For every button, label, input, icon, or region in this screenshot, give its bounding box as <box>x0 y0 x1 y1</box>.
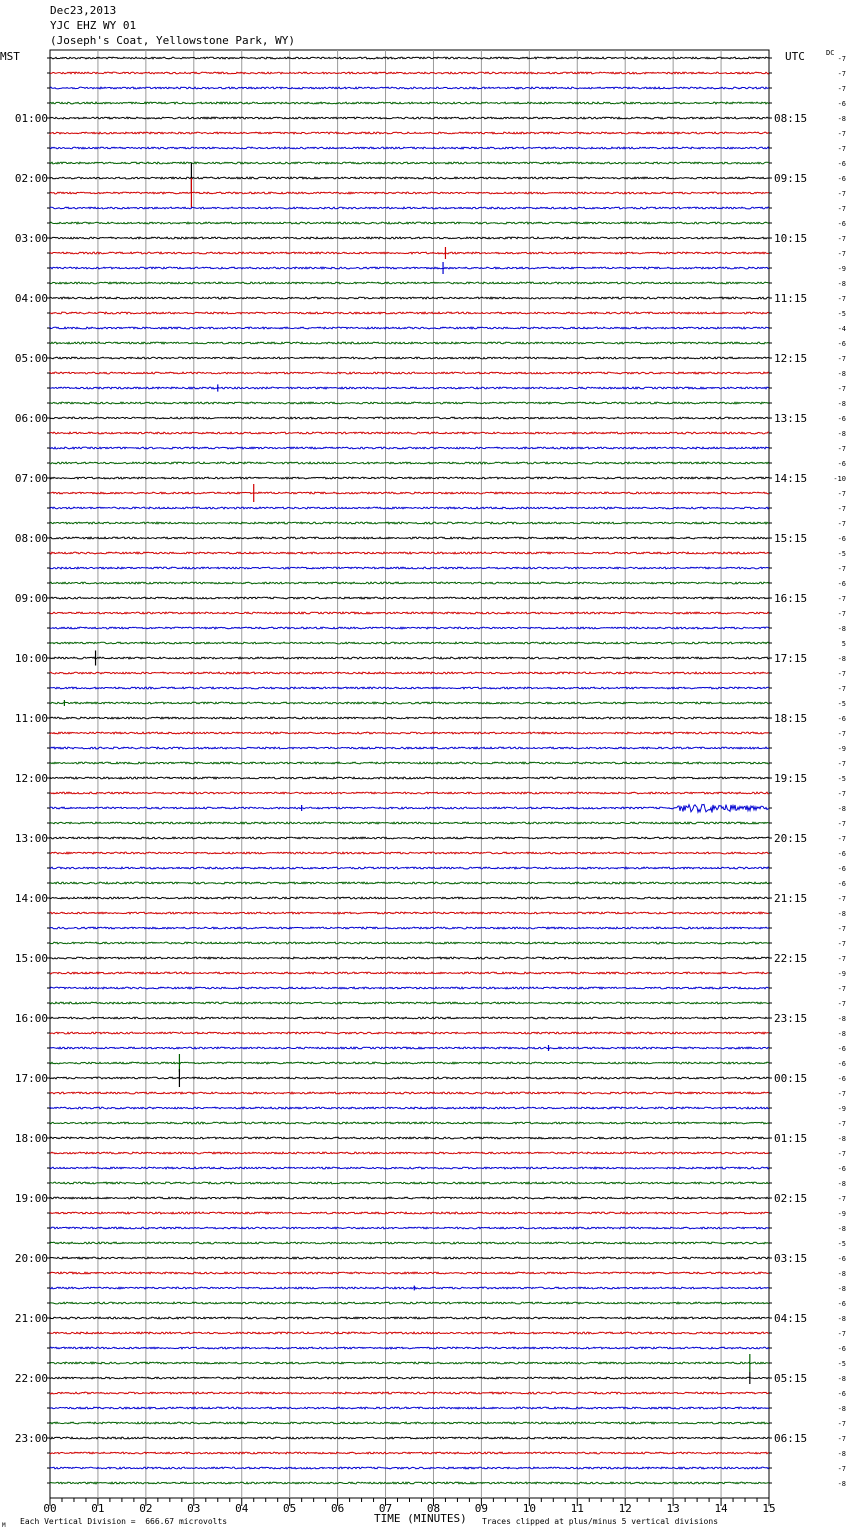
trace-41 <box>50 672 769 674</box>
trace-6 <box>50 147 769 149</box>
left-hour-label: 09:00 <box>14 592 48 605</box>
trace-68 <box>50 1077 769 1079</box>
dc-offset-label: 5 <box>841 640 846 648</box>
trace-88 <box>50 1377 769 1379</box>
trace-40 <box>50 657 769 659</box>
trace-24 <box>50 417 769 419</box>
trace-94 <box>50 1467 769 1469</box>
dc-offset-label: -7 <box>837 1435 846 1443</box>
dc-offset-label: -8 <box>837 1480 846 1488</box>
trace-83 <box>50 1302 769 1304</box>
right-hour-label: 03:15 <box>774 1252 808 1265</box>
right-hour-label: 04:15 <box>774 1312 808 1325</box>
right-hour-label: 05:15 <box>774 1372 808 1385</box>
dc-offset-label: -7 <box>837 1150 846 1158</box>
dc-offset-label: -5 <box>837 310 846 318</box>
right-hour-label: 10:15 <box>774 232 808 245</box>
dc-offset-label: -6 <box>837 535 846 543</box>
trace-2 <box>50 87 769 89</box>
right-hour-label: 01:15 <box>774 1132 808 1145</box>
left-hour-label: 22:00 <box>14 1372 48 1385</box>
x-axis-title: TIME (MINUTES) <box>374 1512 467 1525</box>
trace-0 <box>50 57 769 59</box>
left-hour-label: 07:00 <box>14 472 48 485</box>
trace-67 <box>50 1062 769 1064</box>
trace-36 <box>50 597 769 599</box>
right-hour-label: 21:15 <box>774 892 808 905</box>
dc-offset-label: -8 <box>837 280 846 288</box>
dc-offset-label: -6 <box>837 850 846 858</box>
right-hour-label: 20:15 <box>774 832 808 845</box>
x-tick-label: 12 <box>618 1502 632 1515</box>
trace-85 <box>50 1332 769 1334</box>
dc-offset-label: -7 <box>837 190 846 198</box>
left-hour-label: 05:00 <box>14 352 48 365</box>
date-label: Dec23,2013 <box>50 4 117 17</box>
dc-offset-label: -9 <box>837 745 846 753</box>
trace-43 <box>50 702 769 704</box>
dc-offset-label: -5 <box>837 550 846 558</box>
right-hour-label: 12:15 <box>774 352 808 365</box>
left-hour-label: 21:00 <box>14 1312 48 1325</box>
trace-10 <box>50 207 769 209</box>
trace-9 <box>50 192 769 194</box>
x-tick-label: 00 <box>43 1502 57 1515</box>
dc-offset-label: -5 <box>837 700 846 708</box>
dc-offset-label: -6 <box>837 415 846 423</box>
dc-offset-label: -7 <box>837 130 846 138</box>
dc-offset-label: -6 <box>837 1045 846 1053</box>
right-hour-label: 13:15 <box>774 412 808 425</box>
trace-8 <box>50 177 769 179</box>
dc-offset-label: -7 <box>837 1120 846 1128</box>
location-label: (Joseph's Coat, Yellowstone Park, WY) <box>50 34 296 47</box>
trace-30 <box>50 507 769 509</box>
trace-1 <box>50 72 769 74</box>
dc-offset-label: -6 <box>837 460 846 468</box>
trace-27 <box>50 462 769 464</box>
dc-offset-label: -7 <box>837 250 846 258</box>
corner-mark: M <box>2 1522 6 1529</box>
x-tick-label: 04 <box>235 1502 249 1515</box>
trace-87 <box>50 1362 769 1364</box>
left-timezone-label: MST <box>0 50 20 63</box>
dc-offset-label: -7 <box>837 985 846 993</box>
trace-55 <box>50 882 769 884</box>
trace-48 <box>50 777 769 779</box>
trace-58 <box>50 927 769 929</box>
dc-offset-label: -6 <box>837 1165 846 1173</box>
trace-78 <box>50 1227 769 1229</box>
dc-offset-label: -8 <box>837 1405 846 1413</box>
trace-42 <box>50 687 769 689</box>
dc-offset-label: -7 <box>837 1330 846 1338</box>
left-hour-label: 13:00 <box>14 832 48 845</box>
dc-offset-label: -8 <box>837 430 846 438</box>
dc-offset-label: -5 <box>837 1240 846 1248</box>
right-hour-label: 23:15 <box>774 1012 808 1025</box>
trace-14 <box>50 267 769 269</box>
x-tick-label: 03 <box>187 1502 201 1515</box>
left-hour-label: 02:00 <box>14 172 48 185</box>
trace-82 <box>50 1287 769 1289</box>
dc-offset-label: -8 <box>837 1030 846 1038</box>
right-hour-label: 22:15 <box>774 952 808 965</box>
trace-77 <box>50 1212 769 1214</box>
left-hour-label: 11:00 <box>14 712 48 725</box>
trace-76 <box>50 1197 769 1199</box>
left-hour-label: 10:00 <box>14 652 48 665</box>
station-label: YJC EHZ WY 01 <box>50 19 137 32</box>
trace-56 <box>50 897 769 899</box>
dc-offset-label: -7 <box>837 670 846 678</box>
right-hour-label: 09:15 <box>774 172 808 185</box>
scale-note: Each Vertical Division = 666.67 microvolts <box>20 1517 228 1526</box>
dc-offset-label: -7 <box>837 790 846 798</box>
dc-offset-label: -6 <box>837 175 846 183</box>
dc-offset-label: -7 <box>837 445 846 453</box>
dc-offset-label: -7 <box>837 1000 846 1008</box>
dc-offset-label: -7 <box>837 85 846 93</box>
dc-offset-label: -6 <box>837 340 846 348</box>
dc-offset-label: -5 <box>837 1360 846 1368</box>
dc-offset-label: -6 <box>837 1390 846 1398</box>
dc-offset-label: -6 <box>837 220 846 228</box>
trace-89 <box>50 1392 769 1394</box>
dc-offset-label: -6 <box>837 1345 846 1353</box>
left-hour-label: 15:00 <box>14 952 48 965</box>
trace-25 <box>50 432 769 434</box>
trace-29 <box>50 492 769 494</box>
trace-4 <box>50 117 769 119</box>
trace-37 <box>50 612 769 614</box>
trace-49 <box>50 792 769 794</box>
dc-offset-label: -7 <box>837 1090 846 1098</box>
dc-offset-label: -7 <box>837 235 846 243</box>
trace-73 <box>50 1152 769 1154</box>
dc-offset-label: -7 <box>837 835 846 843</box>
trace-74 <box>50 1167 769 1169</box>
dc-offset-label: -6 <box>837 865 846 873</box>
trace-15 <box>50 282 769 284</box>
trace-75 <box>50 1182 769 1184</box>
trace-47 <box>50 762 769 764</box>
dc-offset-label: -8 <box>837 910 846 918</box>
right-hour-label: 18:15 <box>774 712 808 725</box>
dc-offset-label: -7 <box>837 955 846 963</box>
dc-offset-label: -8 <box>837 1315 846 1323</box>
right-hour-label: 15:15 <box>774 532 808 545</box>
trace-72 <box>50 1137 769 1139</box>
x-tick-label: 01 <box>91 1502 105 1515</box>
dc-offset-label: -8 <box>837 1225 846 1233</box>
dc-offset-label: -7 <box>837 1195 846 1203</box>
trace-17 <box>50 312 769 314</box>
dc-offset-label: -7 <box>837 685 846 693</box>
trace-11 <box>50 222 769 224</box>
dc-offset-label: -7 <box>837 205 846 213</box>
left-hour-label: 06:00 <box>14 412 48 425</box>
trace-3 <box>50 102 769 104</box>
left-hour-label: 08:00 <box>14 532 48 545</box>
trace-33 <box>50 552 769 554</box>
dc-offset-label: -7 <box>837 760 846 768</box>
trace-23 <box>50 402 769 404</box>
dc-offset-label: -8 <box>837 1285 846 1293</box>
x-tick-label: 07 <box>378 1502 393 1515</box>
trace-12 <box>50 237 769 239</box>
dc-offset-label: -7 <box>837 295 846 303</box>
dc-offset-label: -6 <box>837 1255 846 1263</box>
dc-offset-label: -8 <box>837 370 846 378</box>
dc-offset-label: -7 <box>837 490 846 498</box>
left-hour-label: 12:00 <box>14 772 48 785</box>
trace-84 <box>50 1317 769 1319</box>
right-hour-label: 11:15 <box>774 292 808 305</box>
x-tick-label: 05 <box>283 1502 297 1515</box>
right-timezone-label: UTC <box>785 50 805 63</box>
trace-91 <box>50 1422 769 1424</box>
dc-offset-label: -4 <box>837 325 846 333</box>
dc-offset-label: -6 <box>837 580 846 588</box>
left-hour-label: 19:00 <box>14 1192 48 1205</box>
right-hour-label: 17:15 <box>774 652 808 665</box>
dc-offset-label: -7 <box>837 595 846 603</box>
trace-51 <box>50 822 769 824</box>
dc-offset-label: -7 <box>837 520 846 528</box>
trace-92 <box>50 1437 769 1439</box>
right-hour-label: 08:15 <box>774 112 808 125</box>
dc-offset-label: -7 <box>837 1420 846 1428</box>
trace-7 <box>50 162 769 164</box>
dc-offset-label: -8 <box>837 400 846 408</box>
x-tick-label: 14 <box>714 1502 728 1515</box>
dc-offset-label: -6 <box>837 160 846 168</box>
trace-57 <box>50 912 769 914</box>
trace-21 <box>50 372 769 374</box>
trace-93 <box>50 1452 769 1454</box>
dc-offset-label: -8 <box>837 1135 846 1143</box>
left-hour-label: 03:00 <box>14 232 48 245</box>
dc-offset-label: -7 <box>837 565 846 573</box>
trace-53 <box>50 852 769 854</box>
trace-66 <box>50 1047 769 1049</box>
trace-20 <box>50 357 769 359</box>
trace-46 <box>50 747 769 749</box>
dc-offset-label: -6 <box>837 1075 846 1083</box>
trace-22 <box>50 387 769 389</box>
dc-offset-label: -10 <box>833 475 846 483</box>
dc-label: DC <box>826 49 835 57</box>
dc-offset-label: -7 <box>837 820 846 828</box>
dc-offset-label: -7 <box>837 145 846 153</box>
dc-offset-label: -9 <box>837 1105 846 1113</box>
trace-79 <box>50 1242 769 1244</box>
trace-62 <box>50 987 769 989</box>
dc-offset-label: -7 <box>837 895 846 903</box>
trace-50 <box>50 804 769 812</box>
dc-offset-label: -7 <box>837 940 846 948</box>
dc-offset-label: -7 <box>837 730 846 738</box>
dc-offset-label: -8 <box>837 625 846 633</box>
dc-offset-label: -7 <box>837 55 846 63</box>
dc-offset-label: -8 <box>837 115 846 123</box>
trace-32 <box>50 537 769 539</box>
dc-offset-label: -6 <box>837 880 846 888</box>
trace-13 <box>50 252 769 254</box>
left-hour-label: 23:00 <box>14 1432 48 1445</box>
right-hour-label: 02:15 <box>774 1192 808 1205</box>
right-hour-label: 19:15 <box>774 772 808 785</box>
trace-90 <box>50 1407 769 1409</box>
dc-offset-label: -6 <box>837 1300 846 1308</box>
x-tick-label: 02 <box>139 1502 153 1515</box>
trace-60 <box>50 957 769 959</box>
trace-45 <box>50 732 769 734</box>
dc-offset-label: -7 <box>837 1465 846 1473</box>
dc-offset-label: -8 <box>837 1180 846 1188</box>
dc-offset-label: -7 <box>837 925 846 933</box>
dc-offset-label: -9 <box>837 265 846 273</box>
trace-28 <box>50 477 769 479</box>
trace-69 <box>50 1092 769 1094</box>
trace-95 <box>50 1482 769 1484</box>
trace-31 <box>50 522 769 524</box>
trace-18 <box>50 327 769 329</box>
trace-54 <box>50 867 769 869</box>
trace-39 <box>50 642 769 644</box>
right-hour-label: 00:15 <box>774 1072 808 1085</box>
right-hour-label: 14:15 <box>774 472 808 485</box>
trace-5 <box>50 132 769 134</box>
left-hour-label: 18:00 <box>14 1132 48 1145</box>
dc-offset-label: -6 <box>837 715 846 723</box>
trace-52 <box>50 837 769 839</box>
dc-offset-label: -8 <box>837 1270 846 1278</box>
trace-70 <box>50 1107 769 1109</box>
trace-59 <box>50 942 769 944</box>
dc-offset-label: -8 <box>837 805 846 813</box>
clip-note: Traces clipped at plus/minus 5 vertical divisions <box>482 1517 719 1526</box>
trace-63 <box>50 1002 769 1004</box>
trace-34 <box>50 567 769 569</box>
trace-26 <box>50 447 769 449</box>
trace-86 <box>50 1347 769 1349</box>
trace-44 <box>50 717 769 719</box>
trace-71 <box>50 1122 769 1124</box>
dc-offset-label: -6 <box>837 1060 846 1068</box>
x-tick-label: 15 <box>762 1502 776 1515</box>
left-hour-label: 20:00 <box>14 1252 48 1265</box>
x-tick-label: 13 <box>666 1502 680 1515</box>
dc-offset-label: -7 <box>837 385 846 393</box>
dc-offset-label: -9 <box>837 1210 846 1218</box>
left-hour-label: 14:00 <box>14 892 48 905</box>
dc-offset-label: -8 <box>837 1375 846 1383</box>
left-hour-label: 04:00 <box>14 292 48 305</box>
left-hour-label: 01:00 <box>14 112 48 125</box>
trace-16 <box>50 297 769 299</box>
trace-19 <box>50 342 769 344</box>
dc-offset-label: -8 <box>837 1450 846 1458</box>
dc-offset-label: -7 <box>837 505 846 513</box>
left-hour-label: 17:00 <box>14 1072 48 1085</box>
dc-offset-label: -6 <box>837 100 846 108</box>
trace-35 <box>50 582 769 584</box>
x-tick-label: 10 <box>522 1502 536 1515</box>
dc-offset-label: -7 <box>837 610 846 618</box>
left-hour-label: 16:00 <box>14 1012 48 1025</box>
x-tick-label: 08 <box>426 1502 441 1515</box>
x-tick-label: 09 <box>474 1502 489 1515</box>
dc-offset-label: -8 <box>837 1015 846 1023</box>
trace-65 <box>50 1032 769 1034</box>
x-tick-label: 11 <box>570 1502 584 1515</box>
trace-81 <box>50 1272 769 1274</box>
right-hour-label: 06:15 <box>774 1432 808 1445</box>
dc-offset-label: -7 <box>837 70 846 78</box>
dc-offset-label: -7 <box>837 355 846 363</box>
right-hour-label: 16:15 <box>774 592 808 605</box>
dc-offset-label: -8 <box>837 655 846 663</box>
trace-80 <box>50 1257 769 1259</box>
dc-offset-label: -9 <box>837 970 846 978</box>
x-tick-label: 06 <box>330 1502 345 1515</box>
trace-38 <box>50 627 769 629</box>
trace-64 <box>50 1017 769 1019</box>
dc-offset-label: -5 <box>837 775 846 783</box>
trace-61 <box>50 972 769 974</box>
